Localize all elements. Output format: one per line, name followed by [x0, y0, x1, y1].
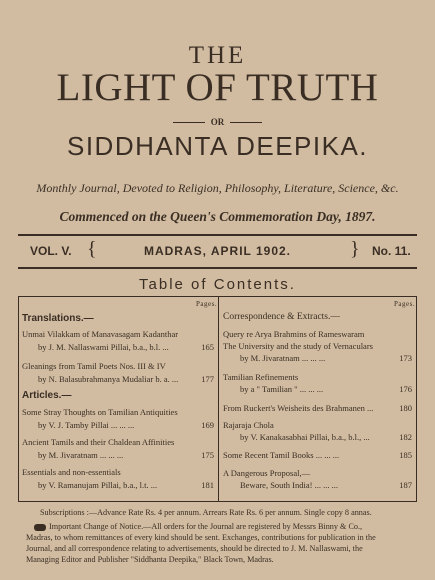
toc-entry-page: 187 [399, 480, 412, 490]
masthead-title: LIGHT OF TRUTH [56, 66, 379, 109]
toc-entry-page: 177 [201, 374, 214, 384]
toc-entry-title: Rajaraja Chola [223, 420, 274, 430]
toc-entry-title: Query re Arya Brahmins of Rameswaram [223, 329, 365, 339]
toc-column-divider [218, 296, 219, 502]
toc-entry-title: From Ruckert's Weisheits des Brahmanen ... [223, 403, 374, 413]
toc-entry-author: by J. M. Nallaswami Pillai, b.a., b.l. ... [38, 342, 169, 352]
toc-entry-title: Tamilian Refinements [223, 372, 299, 382]
toc-entry-title: Some Recent Tamil Books ... ... ... [223, 450, 340, 460]
toc-entry-author: by M. Jivaratnam ... ... ... [240, 353, 326, 363]
commenced-line: Commenced on the Queen's Commemoration Day, 1897. [59, 209, 376, 224]
toc-entry-author: by V. J. Tamby Pillai ... ... ... [38, 420, 135, 430]
toc-heading: Table of Contents. [139, 276, 296, 293]
toc-entry-page: 173 [399, 353, 412, 363]
toc-entry-title: Unmai Vilakkam of Manavasagam Kadanthar [22, 329, 179, 339]
toc-entry-author: by N. Balasubrahmanya Mudaliar b. a. ... [38, 374, 179, 384]
toc-entry-title: Gleanings from Tamil Poets Nos. III & IV [22, 361, 166, 371]
section-correspondence: Correspondence & Extracts.— [223, 312, 340, 322]
volume-number: VOL. V. [30, 244, 72, 258]
toc-entry-author: Beware, South India! ... ... ... [240, 480, 338, 490]
toc-entry-page: 165 [201, 342, 214, 352]
notice-text: Important Change of Notice.—All orders for the Journal are registered by Messrs Binny & Co., [49, 522, 363, 531]
toc-entry-author: by M. Jivaratnam ... ... ... [38, 450, 124, 460]
or-text: OR [210, 117, 225, 127]
notice-line: Managing Editor and Publisher "Siddhanta Deepika," Black Town, Madras. [26, 555, 274, 564]
toc-entry-title: The University and the study of Vernaculars [223, 341, 373, 351]
subscriptions-line: Subscriptions :—Advance Rate Rs. 4 per annum. Arrears Rate Rs. 6 per annum. Single copy 8 annas. [40, 508, 372, 517]
rule-bottom [18, 267, 417, 269]
notice-line: Madras, to whom remittances of every kind should be sent. Exchanges, contributions for publication in the [26, 533, 376, 542]
section-translations: Translations.— [22, 313, 94, 324]
toc-entry-page: 182 [399, 432, 412, 442]
masthead-the: THE [188, 42, 247, 69]
toc-entry-title: Essentials and non-essentials [22, 467, 121, 477]
issue-date: MADRAS, APRIL 1902. [143, 244, 292, 258]
masthead-subtitle-title: SIDDHANTA DEEPIKA. [66, 131, 369, 161]
brace-right: } [350, 238, 360, 260]
pointing-hand-icon [34, 524, 46, 531]
toc-entry-page: 185 [399, 450, 412, 460]
issue-number: No. 11. [372, 244, 411, 258]
toc-entry-author: by a " Tamilian " ... ... ... [240, 384, 324, 394]
rule-top [18, 234, 417, 236]
toc-entry-author: by V. Ramanujam Pillai, b.a., l.t. ... [38, 480, 158, 490]
masthead-or [0, 117, 435, 127]
brace-left: { [87, 238, 97, 260]
pages-label-left: Pages. [196, 300, 218, 308]
toc-entry-author: by V. Kanakasabhai Pillai, b.a., b.l., ... [240, 432, 370, 442]
toc-entry-page: 169 [201, 420, 214, 430]
toc-entry-title: Ancient Tamils and their Chaldean Affinities [22, 437, 175, 447]
notice-line [34, 522, 362, 533]
toc-entry-page: 181 [201, 480, 214, 490]
toc-entry-page: 176 [399, 384, 412, 394]
toc-entry-page: 175 [201, 450, 214, 460]
toc-entry-title: Some Stray Thoughts on Tamilian Antiquities [22, 407, 178, 417]
toc-entry-page: 180 [399, 403, 412, 413]
section-articles: Articles.— [22, 390, 72, 401]
notice-line: Journal, and all correspondence relating to advertisements, should be directed to J. M. Nallaswami, the [26, 544, 363, 553]
journal-description: Monthly Journal, Devoted to Religion, Philosophy, Literature, Science, &c. [36, 181, 399, 195]
pages-label-right: Pages. [394, 300, 416, 308]
toc-entry-title: A Dangerous Proposal,— [223, 468, 311, 478]
